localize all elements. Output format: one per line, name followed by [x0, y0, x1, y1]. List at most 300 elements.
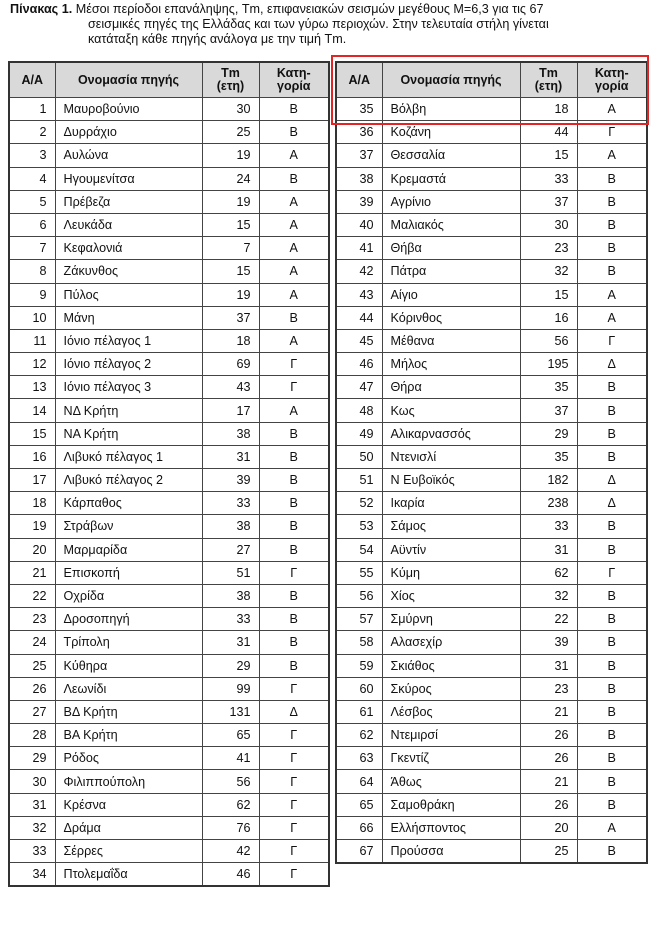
cell-source-name: Μήλος	[382, 353, 520, 376]
table-header-row	[336, 62, 647, 98]
col-header-cat-line1: Κατη-	[594, 66, 629, 80]
cell-return-period: 56	[520, 329, 577, 352]
table-row	[9, 445, 329, 468]
cell-source-name: Μαυροβούνιο	[55, 98, 202, 121]
cell-category: Β	[577, 608, 647, 631]
cell-index: 9	[9, 283, 55, 306]
table-row	[9, 561, 329, 584]
cell-source-name: Λεωνίδι	[55, 677, 202, 700]
cell-return-period: 33	[520, 167, 577, 190]
col-header-name: Ονομασία πηγής	[55, 62, 202, 98]
cell-category: Β	[259, 538, 329, 561]
cell-category: Β	[577, 190, 647, 213]
cell-category: Γ	[259, 863, 329, 887]
table-row	[336, 816, 647, 839]
cell-category: Β	[259, 654, 329, 677]
cell-source-name: Κάρπαθος	[55, 492, 202, 515]
cell-return-period: 19	[202, 190, 259, 213]
cell-return-period: 238	[520, 492, 577, 515]
cell-category: Β	[577, 584, 647, 607]
col-header-name: Ονομασία πηγής	[382, 62, 520, 98]
cell-index: 19	[9, 515, 55, 538]
table-row	[336, 677, 647, 700]
cell-return-period: 131	[202, 700, 259, 723]
col-header-cat-line1: Κατη-	[276, 66, 311, 80]
cell-return-period: 30	[520, 213, 577, 236]
cell-source-name: Κόρινθος	[382, 306, 520, 329]
table-row	[336, 515, 647, 538]
cell-category: Β	[577, 399, 647, 422]
cell-return-period: 19	[202, 283, 259, 306]
cell-return-period: 43	[202, 376, 259, 399]
cell-return-period: 38	[202, 584, 259, 607]
cell-category: Γ	[259, 353, 329, 376]
cell-category: Γ	[259, 840, 329, 863]
table-row	[9, 422, 329, 445]
cell-category: Α	[577, 144, 647, 167]
cell-source-name: Βόλβη	[382, 98, 520, 121]
cell-return-period: 51	[202, 561, 259, 584]
cell-category: Β	[259, 608, 329, 631]
cell-category: Β	[577, 747, 647, 770]
cell-category: Δ	[577, 469, 647, 492]
cell-index: 28	[9, 724, 55, 747]
cell-source-name: Πτολεμαΐδα	[55, 863, 202, 887]
table-row	[336, 747, 647, 770]
cell-index: 58	[336, 631, 382, 654]
cell-return-period: 31	[520, 654, 577, 677]
cell-source-name: Λιβυκό πέλαγος 2	[55, 469, 202, 492]
cell-source-name: Σμύρνη	[382, 608, 520, 631]
cell-category: Β	[577, 840, 647, 864]
cell-source-name: Ρόδος	[55, 747, 202, 770]
table-row	[9, 840, 329, 863]
cell-return-period: 21	[520, 700, 577, 723]
cell-index: 22	[9, 584, 55, 607]
cell-return-period: 41	[202, 747, 259, 770]
cell-return-period: 31	[202, 445, 259, 468]
cell-index: 53	[336, 515, 382, 538]
cell-index: 40	[336, 213, 382, 236]
table-row	[9, 608, 329, 631]
table-row	[336, 840, 647, 864]
cell-index: 23	[9, 608, 55, 631]
cell-source-name: ΒΔ Κρήτη	[55, 700, 202, 723]
cell-source-name: Μαλιακός	[382, 213, 520, 236]
cell-index: 2	[9, 121, 55, 144]
cell-return-period: 99	[202, 677, 259, 700]
cell-category: Β	[259, 422, 329, 445]
cell-category: Α	[577, 816, 647, 839]
cell-category: Α	[259, 190, 329, 213]
table-caption	[10, 2, 655, 47]
cell-category: Α	[259, 144, 329, 167]
cell-source-name: Κρεμαστά	[382, 167, 520, 190]
cell-return-period: 182	[520, 469, 577, 492]
cell-return-period: 26	[520, 747, 577, 770]
table-row	[9, 654, 329, 677]
col-header-cat-line2: γορία	[595, 79, 629, 93]
cell-index: 44	[336, 306, 382, 329]
cell-category: Β	[259, 584, 329, 607]
table-row	[9, 399, 329, 422]
table-row	[9, 863, 329, 887]
table-row	[9, 770, 329, 793]
cell-return-period: 15	[202, 260, 259, 283]
table-row	[336, 469, 647, 492]
cell-return-period: 37	[202, 306, 259, 329]
cell-category: Γ	[259, 816, 329, 839]
cell-return-period: 42	[202, 840, 259, 863]
cell-source-name: Χίος	[382, 584, 520, 607]
cell-index: 38	[336, 167, 382, 190]
cell-source-name: Ντενισλί	[382, 445, 520, 468]
cell-return-period: 35	[520, 376, 577, 399]
cell-category: Β	[259, 515, 329, 538]
cell-category: Α	[259, 399, 329, 422]
cell-index: 60	[336, 677, 382, 700]
cell-return-period: 26	[520, 793, 577, 816]
cell-return-period: 18	[202, 329, 259, 352]
table-row	[9, 700, 329, 723]
cell-category: Β	[577, 515, 647, 538]
table-row	[9, 677, 329, 700]
cell-category: Α	[577, 306, 647, 329]
cell-source-name: Κεφαλονιά	[55, 237, 202, 260]
cell-return-period: 62	[520, 561, 577, 584]
col-header-category	[577, 62, 647, 98]
cell-category: Γ	[259, 747, 329, 770]
cell-index: 15	[9, 422, 55, 445]
cell-category: Γ	[259, 724, 329, 747]
table-row	[336, 654, 647, 677]
cell-index: 18	[9, 492, 55, 515]
cell-source-name: Θήβα	[382, 237, 520, 260]
caption-label: Πίνακας 1.	[10, 2, 73, 16]
cell-category: Α	[259, 283, 329, 306]
cell-index: 30	[9, 770, 55, 793]
cell-category: Β	[259, 121, 329, 144]
table-row	[9, 237, 329, 260]
cell-source-name: Κρέσνα	[55, 793, 202, 816]
cell-return-period: 15	[202, 213, 259, 236]
table-row	[336, 329, 647, 352]
cell-category: Γ	[259, 376, 329, 399]
table-row	[9, 98, 329, 121]
cell-index: 8	[9, 260, 55, 283]
cell-source-name: Λιβυκό πέλαγος 1	[55, 445, 202, 468]
cell-return-period: 37	[520, 399, 577, 422]
cell-category: Α	[577, 98, 647, 121]
table-row	[336, 260, 647, 283]
cell-category: Γ	[259, 561, 329, 584]
cell-return-period: 25	[202, 121, 259, 144]
cell-source-name: Μέθανα	[382, 329, 520, 352]
table-row	[336, 399, 647, 422]
cell-category: Β	[577, 677, 647, 700]
table-row	[336, 538, 647, 561]
cell-index: 24	[9, 631, 55, 654]
cell-return-period: 35	[520, 445, 577, 468]
cell-index: 62	[336, 724, 382, 747]
cell-index: 16	[9, 445, 55, 468]
table-row	[9, 538, 329, 561]
cell-source-name: Θεσσαλία	[382, 144, 520, 167]
cell-category: Β	[577, 167, 647, 190]
table-row	[336, 608, 647, 631]
cell-source-name: Οχρίδα	[55, 584, 202, 607]
cell-index: 33	[9, 840, 55, 863]
cell-source-name: Ν Ευβοϊκός	[382, 469, 520, 492]
table-row	[9, 376, 329, 399]
cell-source-name: Αλασεχίρ	[382, 631, 520, 654]
cell-category: Β	[259, 469, 329, 492]
table-row	[336, 584, 647, 607]
cell-source-name: Προύσσα	[382, 840, 520, 864]
cell-category: Β	[577, 770, 647, 793]
cell-category: Β	[577, 213, 647, 236]
cell-category: Δ	[577, 353, 647, 376]
cell-return-period: 69	[202, 353, 259, 376]
cell-index: 25	[9, 654, 55, 677]
cell-category: Β	[577, 260, 647, 283]
cell-category: Γ	[577, 561, 647, 584]
cell-category: Β	[259, 306, 329, 329]
col-header-category	[259, 62, 329, 98]
cell-source-name: ΝΑ Κρήτη	[55, 422, 202, 445]
cell-index: 10	[9, 306, 55, 329]
cell-index: 50	[336, 445, 382, 468]
cell-category: Β	[577, 631, 647, 654]
cell-return-period: 23	[520, 237, 577, 260]
table-row	[336, 353, 647, 376]
cell-index: 26	[9, 677, 55, 700]
table-row	[336, 98, 647, 121]
cell-index: 41	[336, 237, 382, 260]
table-row	[9, 260, 329, 283]
cell-return-period: 56	[202, 770, 259, 793]
cell-source-name: Δυρράχιο	[55, 121, 202, 144]
cell-source-name: Ιόνιο πέλαγος 2	[55, 353, 202, 376]
table-row	[336, 237, 647, 260]
cell-category: Γ	[577, 329, 647, 352]
cell-index: 31	[9, 793, 55, 816]
cell-index: 37	[336, 144, 382, 167]
sources-table-left	[8, 61, 330, 887]
cell-return-period: 19	[202, 144, 259, 167]
cell-return-period: 195	[520, 353, 577, 376]
cell-category: Α	[259, 237, 329, 260]
table-row	[336, 561, 647, 584]
cell-index: 63	[336, 747, 382, 770]
cell-return-period: 38	[202, 422, 259, 445]
cell-source-name: Ικαρία	[382, 492, 520, 515]
cell-source-name: Λευκάδα	[55, 213, 202, 236]
cell-return-period: 38	[202, 515, 259, 538]
cell-index: 57	[336, 608, 382, 631]
caption-line-1: Μέσοι περίοδοι επανάληψης, Tm, επιφανειακών σεισμών μεγέθους M=6,3 για τις 67	[75, 2, 544, 16]
cell-return-period: 26	[520, 724, 577, 747]
cell-source-name: Ελλήσποντος	[382, 816, 520, 839]
table-row	[9, 283, 329, 306]
col-header-aa: Α/Α	[9, 62, 55, 98]
cell-category: Α	[577, 283, 647, 306]
cell-source-name: Φιλιππούπολη	[55, 770, 202, 793]
table-row	[336, 724, 647, 747]
cell-source-name: Μαρμαρίδα	[55, 538, 202, 561]
cell-source-name: Πρέβεζα	[55, 190, 202, 213]
cell-source-name: Αίγιο	[382, 283, 520, 306]
table-row	[9, 724, 329, 747]
cell-index: 54	[336, 538, 382, 561]
cell-index: 52	[336, 492, 382, 515]
table-row	[336, 190, 647, 213]
cell-source-name: Σέρρες	[55, 840, 202, 863]
cell-source-name: Δράμα	[55, 816, 202, 839]
cell-category: Δ	[577, 492, 647, 515]
cell-return-period: 21	[520, 770, 577, 793]
cell-index: 35	[336, 98, 382, 121]
cell-source-name: Λέσβος	[382, 700, 520, 723]
sources-table-right	[335, 61, 648, 864]
cell-return-period: 18	[520, 98, 577, 121]
cell-source-name: Αϋντίν	[382, 538, 520, 561]
cell-index: 67	[336, 840, 382, 864]
cell-category: Β	[577, 422, 647, 445]
cell-category: Β	[259, 492, 329, 515]
table-row	[9, 190, 329, 213]
table-row	[9, 121, 329, 144]
cell-index: 48	[336, 399, 382, 422]
cell-return-period: 16	[520, 306, 577, 329]
cell-category: Α	[259, 213, 329, 236]
cell-category: Β	[577, 793, 647, 816]
table-row	[9, 747, 329, 770]
cell-index: 27	[9, 700, 55, 723]
cell-return-period: 30	[202, 98, 259, 121]
cell-return-period: 31	[520, 538, 577, 561]
table-row	[9, 306, 329, 329]
table-header-row	[9, 62, 329, 98]
cell-return-period: 32	[520, 584, 577, 607]
cell-category: Γ	[577, 121, 647, 144]
cell-return-period: 46	[202, 863, 259, 887]
cell-return-period: 39	[520, 631, 577, 654]
cell-index: 59	[336, 654, 382, 677]
cell-index: 43	[336, 283, 382, 306]
table-row	[336, 121, 647, 144]
cell-return-period: 25	[520, 840, 577, 864]
cell-index: 21	[9, 561, 55, 584]
table-row	[336, 167, 647, 190]
cell-source-name: Ηγουμενίτσα	[55, 167, 202, 190]
cell-source-name: Μάνη	[55, 306, 202, 329]
caption-line-3: κατάταξη κάθε πηγής ανάλογα με την τιμή Tm.	[88, 32, 347, 46]
col-header-tm-unit: (ετη)	[534, 79, 563, 93]
cell-source-name: Σκιάθος	[382, 654, 520, 677]
cell-source-name: Κύθηρα	[55, 654, 202, 677]
cell-return-period: 37	[520, 190, 577, 213]
cell-category: Γ	[259, 770, 329, 793]
cell-category: Δ	[259, 700, 329, 723]
table-row	[336, 306, 647, 329]
cell-index: 12	[9, 353, 55, 376]
table-row	[336, 631, 647, 654]
table-row	[9, 492, 329, 515]
table-row	[9, 144, 329, 167]
cell-source-name: Πάτρα	[382, 260, 520, 283]
cell-source-name: Αγρίνιο	[382, 190, 520, 213]
cell-index: 1	[9, 98, 55, 121]
cell-return-period: 31	[202, 631, 259, 654]
cell-index: 55	[336, 561, 382, 584]
cell-index: 61	[336, 700, 382, 723]
cell-return-period: 29	[202, 654, 259, 677]
cell-index: 5	[9, 190, 55, 213]
cell-source-name: Τρίπολη	[55, 631, 202, 654]
cell-return-period: 15	[520, 144, 577, 167]
table-row	[9, 631, 329, 654]
table-row	[336, 445, 647, 468]
cell-index: 3	[9, 144, 55, 167]
cell-return-period: 44	[520, 121, 577, 144]
cell-category: Β	[577, 376, 647, 399]
cell-source-name: Κοζάνη	[382, 121, 520, 144]
cell-source-name: Επισκοπή	[55, 561, 202, 584]
cell-category: Β	[577, 700, 647, 723]
col-header-tm-label: Tm	[539, 66, 558, 80]
cell-index: 66	[336, 816, 382, 839]
cell-index: 17	[9, 469, 55, 492]
cell-index: 11	[9, 329, 55, 352]
cell-index: 4	[9, 167, 55, 190]
cell-index: 20	[9, 538, 55, 561]
cell-category: Γ	[259, 677, 329, 700]
cell-index: 47	[336, 376, 382, 399]
cell-index: 6	[9, 213, 55, 236]
cell-source-name: Ζάκυνθος	[55, 260, 202, 283]
table-row	[9, 213, 329, 236]
cell-category: Β	[259, 631, 329, 654]
cell-return-period: 17	[202, 399, 259, 422]
table-body-right	[336, 98, 647, 864]
cell-index: 34	[9, 863, 55, 887]
cell-return-period: 32	[520, 260, 577, 283]
table-row	[336, 422, 647, 445]
cell-return-period: 7	[202, 237, 259, 260]
cell-index: 65	[336, 793, 382, 816]
cell-index: 49	[336, 422, 382, 445]
cell-index: 32	[9, 816, 55, 839]
table-row	[336, 492, 647, 515]
table-row	[9, 515, 329, 538]
table-row	[9, 816, 329, 839]
table-row	[9, 584, 329, 607]
table-row	[9, 793, 329, 816]
cell-category: Β	[577, 445, 647, 468]
cell-return-period: 33	[202, 608, 259, 631]
cell-return-period: 39	[202, 469, 259, 492]
cell-category: Β	[577, 654, 647, 677]
cell-source-name: Ιόνιο πέλαγος 1	[55, 329, 202, 352]
col-header-tm	[520, 62, 577, 98]
cell-index: 46	[336, 353, 382, 376]
cell-return-period: 62	[202, 793, 259, 816]
cell-category: Α	[259, 329, 329, 352]
cell-source-name: ΒΑ Κρήτη	[55, 724, 202, 747]
cell-index: 42	[336, 260, 382, 283]
cell-category: Β	[259, 445, 329, 468]
